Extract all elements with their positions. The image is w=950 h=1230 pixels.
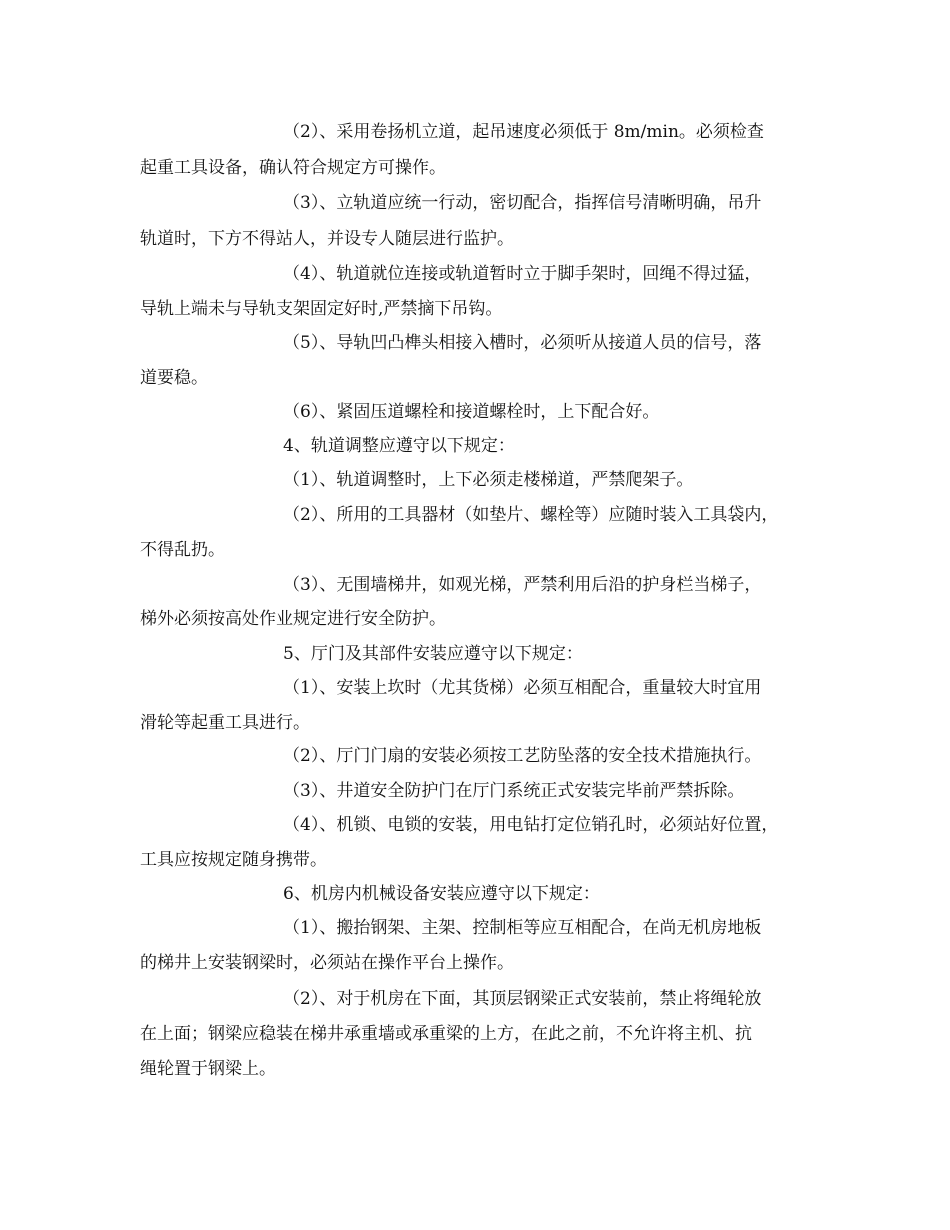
text-line: 滑轮等起重工具进行。 xyxy=(140,713,310,733)
text-line: （3）、井道安全防护门在厅门系统正式安装完毕前严禁拆除。 xyxy=(283,781,745,801)
text-line: （1）、安装上坎时（尤其货梯）必须互相配合，重量较大时宜用 xyxy=(283,678,762,698)
text-line: （6）、紧固压道螺栓和接道螺栓时，上下配合好。 xyxy=(283,402,660,422)
text-line: （3）、立轨道应统一行动，密切配合，指挥信号清晰明确，吊升 xyxy=(283,193,762,213)
text-line: 绳轮置于钢梁上。 xyxy=(140,1059,276,1079)
text-line: 的梯井上安装钢梁时，必须站在操作平台上操作。 xyxy=(140,953,514,973)
section-heading: 5、厅门及其部件安装应遵守以下规定： xyxy=(283,644,583,664)
text-line: （5）、导轨凹凸榫头相接入槽时，必须听从接道人员的信号，落 xyxy=(283,333,762,353)
text-line: （4）、轨道就位连接或轨道暂时立于脚手架时，回绳不得过猛， xyxy=(283,264,762,284)
text-line: （2）、厅门门扇的安装必须按工艺防坠落的安全技术措施执行。 xyxy=(283,746,762,766)
text-line: 在上面；钢梁应稳装在梯井承重墙或承重梁的上方，在此之前，不允许将主机、抗 xyxy=(140,1024,752,1044)
text-line: 梯外必须按高处作业规定进行安全防护。 xyxy=(140,609,446,629)
text-line: 轨道时，下方不得站人，并设专人随层进行监护。 xyxy=(140,229,514,249)
text-line: 导轨上端未与导轨支架固定好时,严禁摘下吊钩。 xyxy=(140,299,503,319)
section-heading: 4、轨道调整应遵守以下规定： xyxy=(283,436,515,456)
text-line: 起重工具设备，确认符合规定方可操作。 xyxy=(140,158,446,178)
text-line: （1）、轨道调整时，上下必须走楼梯道，严禁爬架子。 xyxy=(283,470,694,490)
text-line: 道要稳。 xyxy=(140,368,208,388)
text-line: （2）、对于机房在下面，其顶层钢梁正式安装前，禁止将绳轮放 xyxy=(283,989,762,1009)
text-line: （2）、采用卷扬机立道，起吊速度必须低于 8m/min。必须检查 xyxy=(283,122,764,142)
text-line: 工具应按规定随身携带。 xyxy=(140,850,327,870)
text-line: （4）、机锁、电锁的安装，用电钻打定位销孔时，必须站好位置， xyxy=(283,815,779,835)
text-line: （2）、所用的工具器材（如垫片、螺栓等）应随时装入工具袋内， xyxy=(283,505,779,525)
text-line: 不得乱扔。 xyxy=(140,540,225,560)
text-line: （3）、无围墙梯井，如观光梯，严禁利用后沿的护身栏当梯子， xyxy=(283,575,762,595)
text-line: （1）、搬抬钢架、主架、控制柜等应互相配合，在尚无机房地板 xyxy=(283,918,762,938)
section-heading: 6、机房内机械设备安装应遵守以下规定： xyxy=(283,884,600,904)
